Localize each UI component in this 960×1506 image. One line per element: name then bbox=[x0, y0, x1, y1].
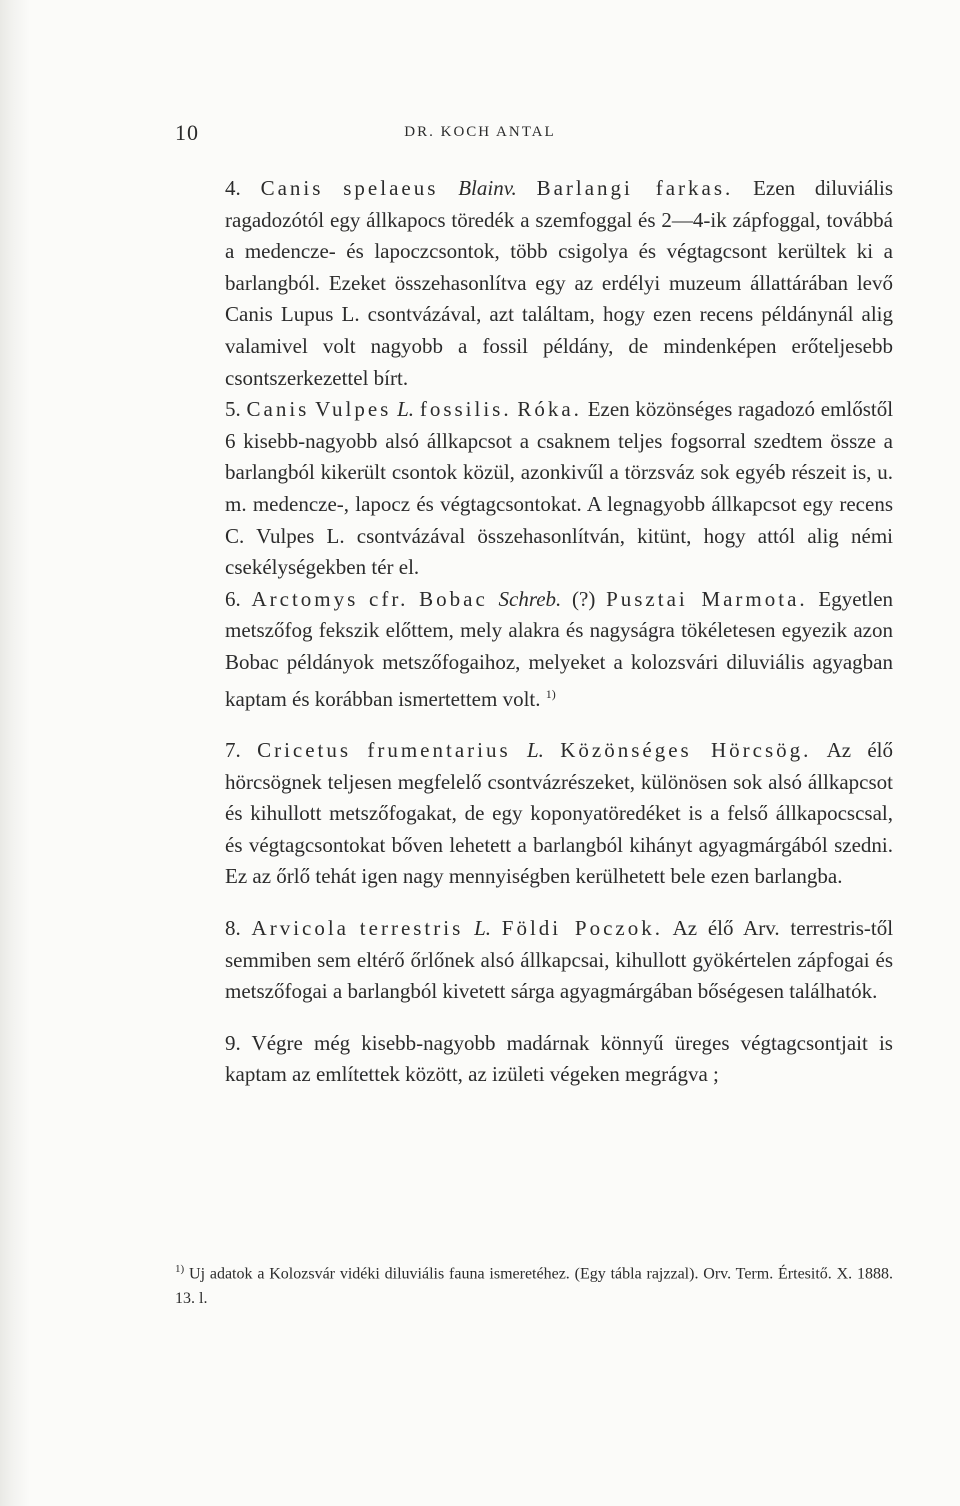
entry-number: 5. bbox=[225, 397, 241, 422]
entry-text: Végre még kisebb-nagyobb madárnak könnyű üreges végtagcsontjait is kaptam az említettek között, az izületi végeken megrágva ; bbox=[225, 1030, 893, 1087]
author-name: L. bbox=[397, 397, 415, 422]
species-name: terrestris bbox=[359, 916, 464, 941]
author-name: Blainv. bbox=[458, 176, 517, 200]
species-name: Vulpes bbox=[315, 397, 392, 422]
entry-text: Egyetlen metszőfog fekszik előttem, mely alakra és nagyságra tökéletesen egyezik azon Bobac példányok metszőfogaihoz, melyeket a kolozsvári diluviális agyagban kaptam és korábban ismertettem volt. bbox=[225, 586, 894, 711]
entry-7 bbox=[175, 735, 893, 893]
entry-number: 6. bbox=[225, 586, 241, 611]
footnote-mark: 1) bbox=[175, 1263, 185, 1275]
entry-text: Ezen diluviális ragadozótól egy állkapocs töredék a szemfoggal és 2—4-ik zápfoggal, továbbá a medencze- és lapoczcsontok, több csigolya és végtagcsont kerültek ki a barlangból. Ezeket összehasonlítva egy az erdélyi muzeum állattárában levő Canis Lupus L. csontvázával, azt találtam, hogy ezen recens példánynál alig valamivel volt nagyobb a fossil példány, de mindenképen erőteljesebb csontszerkezettel bírt. bbox=[225, 176, 894, 390]
article-body bbox=[175, 173, 893, 1091]
entry-5 bbox=[175, 394, 893, 584]
genus-name: Cricetus bbox=[257, 738, 352, 763]
author-name: Schreb. bbox=[498, 586, 562, 611]
entry-number: 7. bbox=[225, 738, 241, 763]
species-name: Bobac bbox=[419, 586, 488, 611]
common-name: Róka. bbox=[517, 397, 582, 422]
query-mark: (?) bbox=[572, 586, 596, 611]
genus-name: Canis bbox=[260, 176, 324, 200]
running-head: DR. KOCH ANTAL bbox=[404, 124, 556, 140]
author-name: L. bbox=[526, 738, 544, 763]
entry-text: Az élő hörcsögnek teljesen megfelelő csontvázrészeket, különösen sok alsó állkapcsot és kihullott metszőfogakat, de egy koponyatöredéket is a felső állkapocscsal, és végtagcsontokat bőven lehetett a barlangból kihányt agyagmárgából szedni. Ez az őrlő tehát igen nagy mennyiségben kerülhetett bele ezen barlangba. bbox=[225, 738, 894, 889]
common-name: Barlangi farkas. bbox=[536, 176, 734, 200]
species-name: frumentarius bbox=[367, 738, 511, 763]
footnote-text: Uj adatok a Kolozsvár vidéki diluviális fauna ismeretéhez. (Egy tábla rajzzal). Orv. Term. Értesitő. X. 1888. 13. l. bbox=[175, 1265, 894, 1308]
cfr-label: cfr. bbox=[369, 586, 409, 611]
species-name: spelaeus bbox=[343, 176, 439, 200]
entry-6 bbox=[175, 584, 893, 715]
common-name: Pusztai Marmota. bbox=[606, 586, 808, 611]
genus-name: Arctomys bbox=[251, 586, 359, 611]
entry-8 bbox=[175, 913, 893, 1008]
entry-number: 4. bbox=[225, 176, 241, 200]
entry-9 bbox=[175, 1028, 893, 1091]
entry-4 bbox=[175, 173, 893, 394]
common-name: Közönséges Hörcsög. bbox=[560, 738, 812, 763]
page-number: 10 bbox=[175, 120, 199, 145]
scan-edge-shadow bbox=[0, 0, 30, 1506]
genus-name: Canis bbox=[246, 397, 310, 422]
entry-number: 9. bbox=[225, 1030, 241, 1055]
genus-name: Arvicola bbox=[251, 916, 350, 941]
entry-number: 8. bbox=[225, 916, 241, 941]
common-name: Földi Poczok. bbox=[501, 916, 663, 941]
footnote bbox=[175, 1257, 893, 1311]
qualifier: fossilis. bbox=[419, 397, 512, 422]
entry-text: Az élő Arv. terrestris-től semmiben sem eltérő őrlőnek alsó állkapcsai, kihullott gyökértelen zápfogai és metszőfogai a barlangból kivetett sárga agyagmárgában bőségesen találhatók. bbox=[225, 916, 894, 1004]
author-name: L. bbox=[474, 916, 491, 941]
entry-text: Ezen közönséges ragadozó emlőstől 6 kisebb-nagyobb alsó állkapcsot a csaknem teljes fogsorral szedtem össze a barlangból kikerült csontok közül, azonkivűl a törzsváz sok egyéb részeit is, u. m. medencze-, lapocz és végtagcsontokat. A legnagyobb állkapcsot egy recens C. Vulpes L. csontvázával összehasonlítván, kitünt, hogy attól alig némi csekélységekben tér el. bbox=[225, 397, 894, 580]
footnote-reference: 1) bbox=[545, 686, 556, 701]
